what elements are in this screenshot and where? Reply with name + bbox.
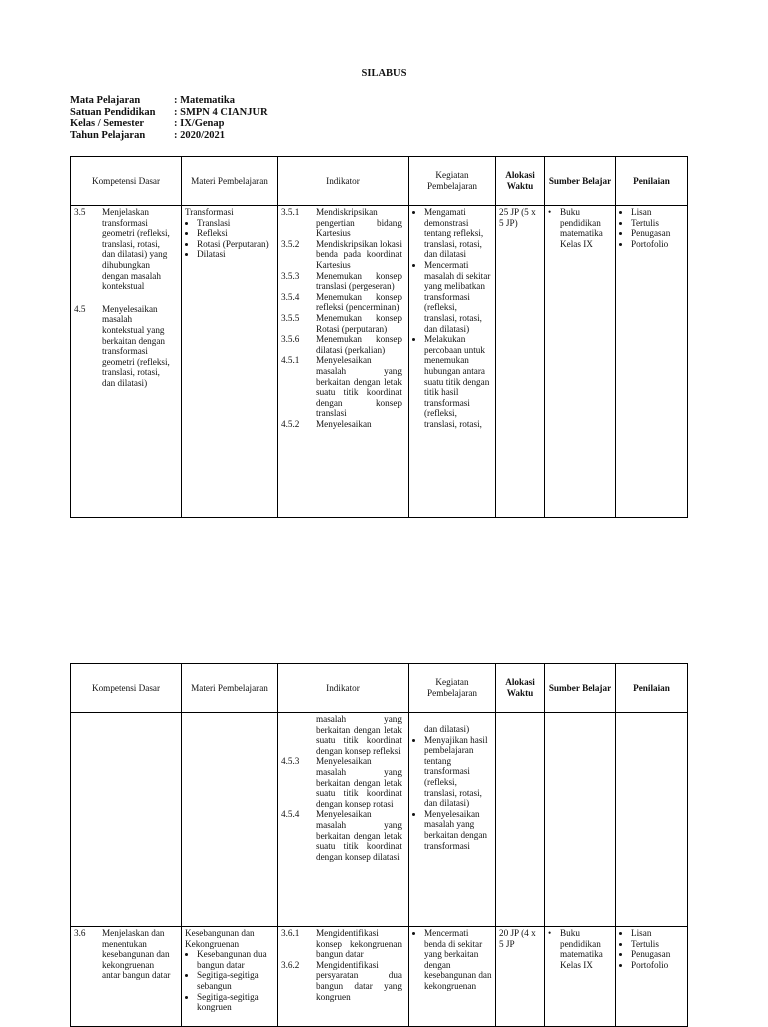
meta-key: Kelas / Semester bbox=[70, 118, 145, 130]
kegiatan-list bbox=[412, 928, 492, 992]
indikator-text: masalah yang berkaitan dengan letak suatu titik koordinat dengan konsep refleksi bbox=[316, 714, 402, 756]
penilaian-list bbox=[619, 928, 684, 970]
indikator-number: 4.5.3 bbox=[281, 756, 300, 767]
indikator-item bbox=[281, 928, 405, 960]
indikator-number: 3.5.1 bbox=[281, 207, 300, 217]
kegiatan-continued: dan dilatasi) bbox=[424, 724, 470, 734]
header-kompetensi-dasar: Kompetensi Dasar bbox=[71, 157, 182, 206]
list-item: • Refleksi bbox=[197, 228, 274, 239]
indikator-number: 3.5.3 bbox=[281, 270, 300, 281]
indikator-text: Mengidentifikasi konsep kekongruenan bangun datar bbox=[316, 928, 402, 960]
indikator-item bbox=[281, 239, 405, 271]
indikator-number: 4.5.2 bbox=[281, 418, 300, 429]
alokasi-cell bbox=[496, 713, 545, 927]
list-item: • Menyajikan hasil pembelajaran tentang transformasi (refleksi, translasi, rotasi, dan dilatasi) bbox=[424, 735, 492, 809]
header-sumber: Sumber Belajar bbox=[545, 664, 616, 713]
list-item: • Tertulis bbox=[631, 218, 684, 229]
list-item: • Dilatasi bbox=[197, 249, 274, 260]
meta-row bbox=[70, 118, 268, 130]
meta-row bbox=[70, 95, 268, 107]
indikator-item bbox=[281, 809, 405, 862]
indikator-cell bbox=[278, 206, 409, 518]
header-materi: Materi Pembelajaran bbox=[182, 664, 278, 713]
kd-number: 3.6 bbox=[74, 928, 86, 938]
list-item: • Menyelesaikan masalah yang berkaitan dengan transformasi bbox=[424, 809, 492, 851]
list-item: • Mencermati benda di sekitar yang berkaitan dengan kesebangunan dan kekongruenan bbox=[424, 928, 492, 992]
kd-text: Menjelaskan dan menentukan kesebangunan dan kekongruenan antar bangun datar bbox=[102, 928, 171, 981]
list-item: • Mengamati demonstrasi tentang refleksi, translasi, rotasi, dan dilatasi bbox=[424, 207, 492, 260]
materi-title: Kesebangunan dan Kekongruenan bbox=[185, 928, 255, 949]
kd-cell bbox=[71, 713, 182, 927]
table-row bbox=[71, 206, 688, 518]
kd-item bbox=[74, 207, 178, 292]
kd-item bbox=[74, 304, 178, 389]
indikator-text: Mengidentifikasi persyaratan dua bangun datar yang kongruen bbox=[316, 959, 402, 1002]
header-alokasi: Alokasi Waktu bbox=[496, 157, 545, 206]
indikator-text: Menyelesaikan masalah yang berkaitan dengan letak suatu titik koordinat dengan konsep rotasi bbox=[316, 756, 402, 809]
indikator-text: Mendiskripsikan lokasi benda pada koordinat Kartesius bbox=[316, 238, 402, 270]
meta-value: : 2020/2021 bbox=[174, 129, 226, 141]
meta-key: Satuan Pendidikan bbox=[70, 106, 156, 118]
list-item: • Penugasan bbox=[631, 228, 684, 239]
indikator-cell bbox=[278, 927, 409, 1027]
header-materi: Materi Pembelajaran bbox=[182, 157, 278, 206]
list-item: • Portofolio bbox=[631, 960, 684, 971]
meta-row bbox=[70, 107, 268, 119]
bullet-icon: • bbox=[548, 207, 552, 217]
header-penilaian: Penilaian bbox=[616, 157, 688, 206]
sumber-text: Buku pendidikan matematika Kelas IX bbox=[560, 207, 603, 249]
kd-text: Menyelesaikan masalah kontekstual yang berkaitan dengan transformasi geometri (refleksi, translasi, rotasi, dan dilatasi) bbox=[102, 303, 170, 388]
indikator-text: Menemukan konsep refleksi (pencerminan) bbox=[316, 291, 402, 313]
kegiatan-list bbox=[412, 735, 492, 852]
sumber-cell bbox=[545, 713, 616, 927]
penilaian-cell bbox=[616, 713, 688, 927]
syllabus-meta bbox=[70, 95, 268, 141]
penilaian-cell bbox=[616, 206, 688, 518]
kegiatan-cell bbox=[409, 713, 496, 927]
indikator-item bbox=[281, 207, 405, 239]
materi-cell bbox=[182, 713, 278, 927]
indikator-number: 3.6.2 bbox=[281, 959, 300, 970]
table-header-row bbox=[71, 157, 688, 206]
indikator-item bbox=[281, 419, 405, 430]
materi-title: Transformasi bbox=[185, 207, 234, 217]
meta-row bbox=[70, 130, 268, 142]
penilaian-list bbox=[619, 207, 684, 249]
list-item: • Melakukan percobaan untuk menemukan hubungan antara suatu titik dengan titik hasil transformasi (refleksi, translasi, rotasi, bbox=[424, 334, 492, 429]
indikator-number: 3.5.4 bbox=[281, 291, 300, 302]
list-item: • Translasi bbox=[197, 218, 274, 229]
kd-item bbox=[74, 928, 178, 981]
indikator-text: Menyelesaikan masalah yang berkaitan dengan letak suatu titik koordinat dengan konsep dilatasi bbox=[316, 809, 402, 862]
list-item: • Mencermati masalah di sekitar yang melibatkan transformasi (refleksi, translasi, rotasi, dan dilatasi) bbox=[424, 260, 492, 334]
document-title: SILABUS bbox=[361, 68, 407, 79]
penilaian-cell bbox=[616, 927, 688, 1027]
indikator-number: 3.5.5 bbox=[281, 312, 300, 323]
list-item: • Penugasan bbox=[631, 949, 684, 960]
indikator-item bbox=[281, 714, 405, 756]
indikator-number: 3.5.2 bbox=[281, 238, 300, 249]
indikator-text: Menyelesaikan masalah yang berkaitan dengan letak suatu titik koordinat dengan konsep translasi bbox=[316, 355, 402, 419]
indikator-item bbox=[281, 756, 405, 809]
kd-cell bbox=[71, 927, 182, 1027]
meta-value: : Matematika bbox=[174, 95, 235, 106]
table-row bbox=[71, 927, 688, 1027]
indikator-text: Menemukan konsep dilatasi (perkalian) bbox=[316, 334, 402, 355]
indikator-number: 4.5.4 bbox=[281, 809, 300, 820]
meta-key: Mata Pelajaran bbox=[70, 95, 141, 106]
header-indikator: Indikator bbox=[278, 157, 409, 206]
list-item: • Rotasi (Perputaran) bbox=[197, 239, 274, 250]
indikator-cell bbox=[278, 713, 409, 927]
meta-value: : SMPN 4 CIANJUR bbox=[174, 106, 268, 118]
indikator-text: Menemukan konsep Rotasi (perputaran) bbox=[316, 312, 402, 334]
indikator-item bbox=[281, 313, 405, 334]
materi-cell bbox=[182, 927, 278, 1027]
indikator-number: 3.5.6 bbox=[281, 334, 300, 345]
syllabus-table-2 bbox=[70, 663, 688, 1027]
meta-value: : IX/Genap bbox=[174, 118, 225, 130]
materi-list bbox=[185, 949, 274, 1013]
list-item: • Lisan bbox=[631, 207, 684, 218]
list-item: • Segitiga-segitiga kongruen bbox=[197, 992, 274, 1013]
kd-number: 3.5 bbox=[74, 207, 86, 217]
list-item: • Kesebangunan dua bangun datar bbox=[197, 949, 274, 970]
header-kegiatan: Kegiatan Pembelajaran bbox=[409, 157, 496, 206]
kd-cell bbox=[71, 206, 182, 518]
indikator-number: 4.5.1 bbox=[281, 355, 300, 366]
header-kegiatan: Kegiatan Pembelajaran bbox=[409, 664, 496, 713]
indikator-text: Menemukan konsep translasi (pergeseran) bbox=[316, 270, 402, 292]
indikator-number: 3.6.1 bbox=[281, 928, 300, 938]
kegiatan-list bbox=[412, 207, 492, 429]
indikator-item bbox=[281, 292, 405, 313]
list-item: • Segitiga-segitiga sebangun bbox=[197, 970, 274, 991]
indikator-item bbox=[281, 960, 405, 1002]
kd-text: Menjelaskan transformasi geometri (refleksi, translasi, rotasi, dan dilatasi) yang dihubungkan dengan masalah kontekstual bbox=[102, 207, 170, 292]
alokasi-cell: 20 JP (4 x 5 JP bbox=[496, 927, 545, 1027]
kd-number: 4.5 bbox=[74, 303, 86, 314]
list-item: • Tertulis bbox=[631, 939, 684, 950]
header-penilaian: Penilaian bbox=[616, 664, 688, 713]
kegiatan-cell bbox=[409, 927, 496, 1027]
alokasi-cell: 25 JP (5 x 5 JP) bbox=[496, 206, 545, 518]
table-row bbox=[71, 713, 688, 927]
indikator-text: Mendiskripsikan pengertian bidang Kartesius bbox=[316, 207, 402, 239]
sumber-cell bbox=[545, 206, 616, 518]
list-item: • Portofolio bbox=[631, 239, 684, 250]
indikator-item bbox=[281, 334, 405, 355]
sumber-cell bbox=[545, 927, 616, 1027]
materi-cell bbox=[182, 206, 278, 518]
indikator-text: Menyelesaikan bbox=[316, 418, 372, 429]
header-alokasi: Alokasi Waktu bbox=[496, 664, 545, 713]
materi-list bbox=[185, 218, 274, 260]
indikator-item bbox=[281, 271, 405, 292]
indikator-item bbox=[281, 355, 405, 419]
sumber-item bbox=[548, 207, 612, 249]
bullet-icon: • bbox=[548, 928, 552, 938]
table-header-row bbox=[71, 664, 688, 713]
header-kompetensi-dasar: Kompetensi Dasar bbox=[71, 664, 182, 713]
header-indikator: Indikator bbox=[278, 664, 409, 713]
kegiatan-cell bbox=[409, 206, 496, 518]
list-item: • Lisan bbox=[631, 928, 684, 939]
meta-key: Tahun Pelajaran bbox=[70, 129, 146, 141]
sumber-item bbox=[548, 928, 612, 970]
syllabus-table-1 bbox=[70, 156, 688, 518]
header-sumber: Sumber Belajar bbox=[545, 157, 616, 206]
sumber-text: Buku pendidikan matematika Kelas IX bbox=[560, 928, 603, 970]
